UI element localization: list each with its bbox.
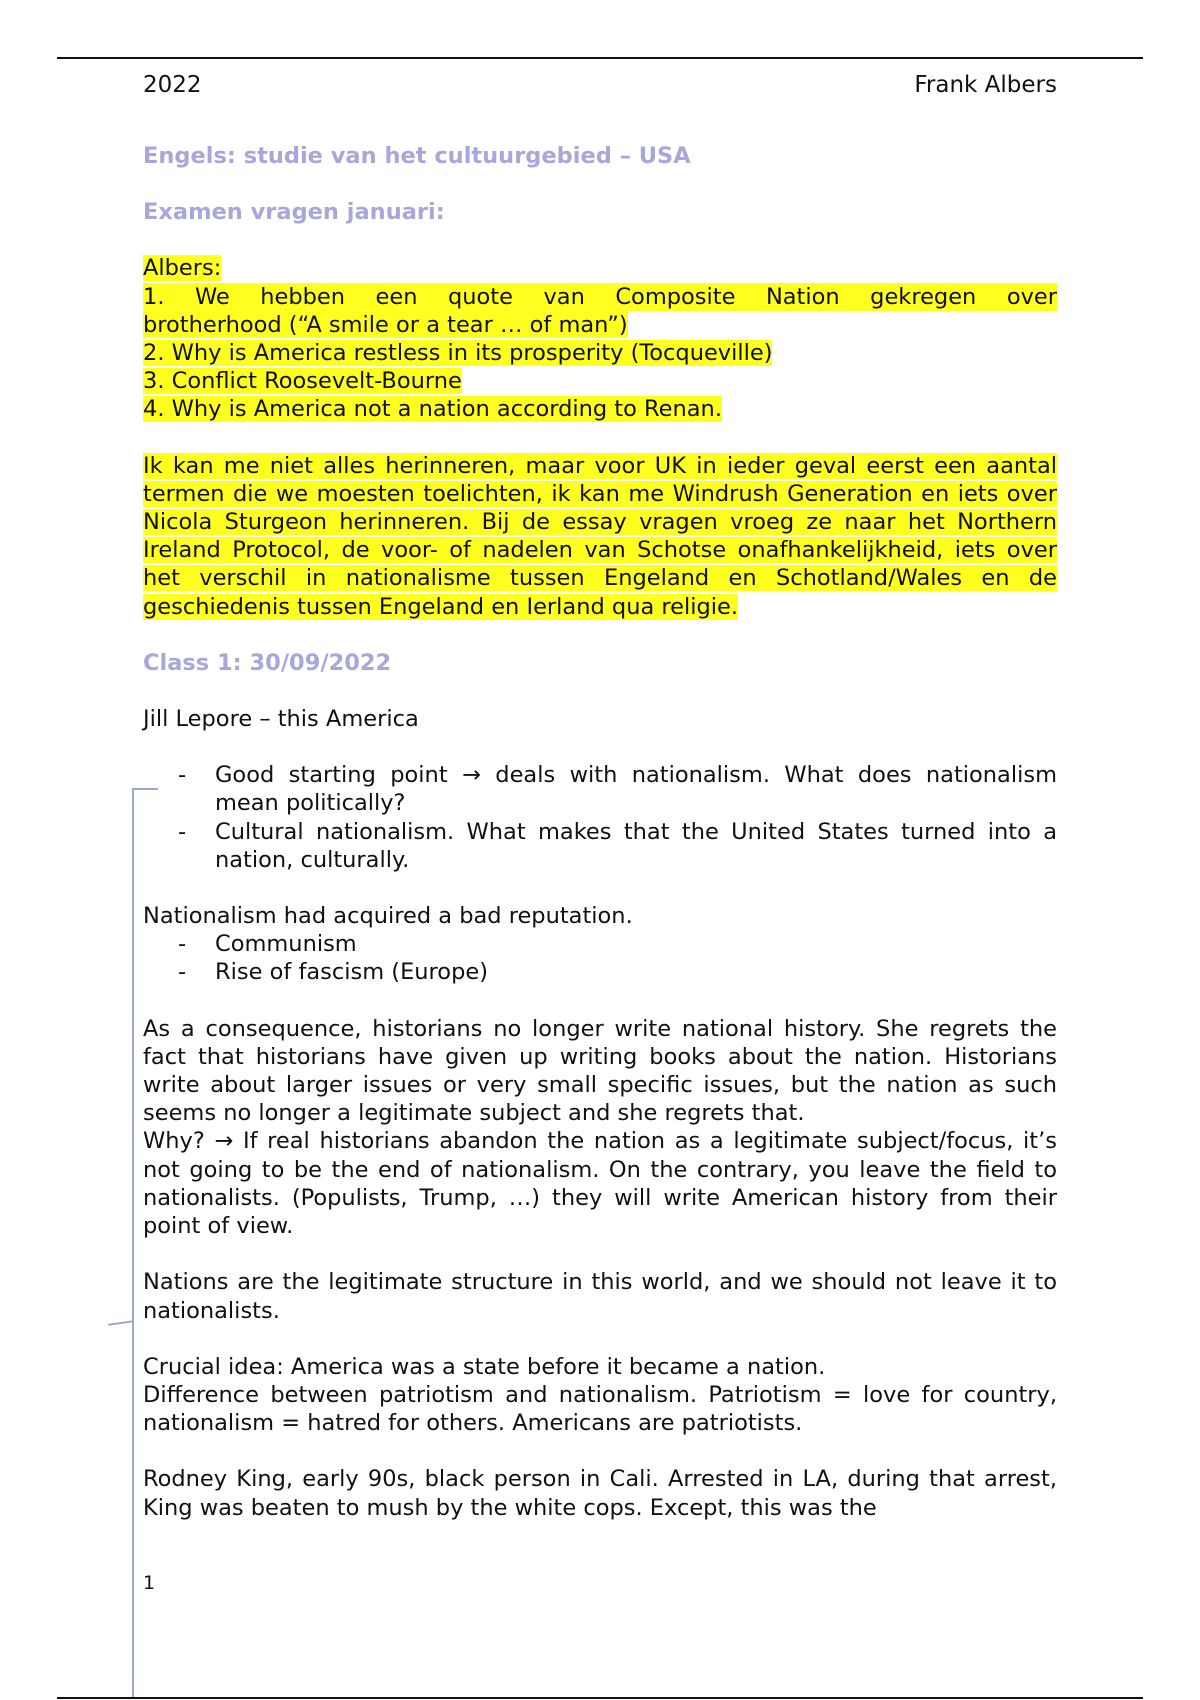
list-item: - Cultural nationalism. What makes that the United States turned into a nation, culturally. xyxy=(215,818,1057,874)
header-year: 2022 xyxy=(143,72,202,98)
why-paragraph: Why? → If real historians abandon the nation as a legitimate subject/focus, it’s not going to be the end of nationalism. On the contrary, you leave the field to nationalists. (Populists, Trump, …) they will write American history from their point of view. xyxy=(143,1128,1057,1240)
class1-source: Jill Lepore – this America xyxy=(143,706,419,733)
question-2: 2. Why is America restless in its prosperity (Tocqueville) xyxy=(143,340,773,367)
list-item: - Rise of fascism (Europe) xyxy=(215,958,1057,986)
header-author: Frank Albers xyxy=(914,72,1057,98)
comment-bracket xyxy=(132,788,134,1698)
bad-reputation-list xyxy=(143,930,1057,986)
crucial-idea: Crucial idea: America was a state before it became a nation. xyxy=(143,1353,826,1380)
bottom-rule xyxy=(57,1697,1143,1699)
document-body xyxy=(143,142,1057,1522)
page-header xyxy=(143,72,1057,98)
bad-reputation: Nationalism had acquired a bad reputation. xyxy=(143,903,633,930)
question-3: 3. Conflict Roosevelt-Bourne xyxy=(143,368,462,395)
question-1a: 1. We hebben een quote van Composite Nation gekregen over xyxy=(143,283,1057,310)
question-4: 4. Why is America not a nation according to Renan. xyxy=(143,396,722,423)
exam-heading: Examen vragen januari: xyxy=(143,199,445,226)
document-title: Engels: studie van het cultuurgebied – USA xyxy=(143,143,691,169)
albers-questions xyxy=(143,254,1057,423)
uk-note-paragraph xyxy=(143,452,1057,621)
page-number: 1 xyxy=(143,1572,156,1594)
top-rule xyxy=(57,57,1143,59)
uk-note: Ik kan me niet alles herinneren, maar voor UK in ieder geval eerst een aantal termen die we moesten toelichten, ik kan me Windrush Generation en iets over Nicola Sturgeon herinneren. Bij de essay vragen vroeg ze naar het Northern Ireland Protocol, de voor- of nadelen van Schotse onafhankelijkheid, iets over het verschil in nationalisme tussen Engeland en Schotland/Wales en de geschiedenis tussen Engeland en Ierland qua religie. xyxy=(143,452,1057,620)
class1-heading: Class 1: 30/09/2022 xyxy=(143,649,392,676)
nations-paragraph: Nations are the legitimate structure in this world, and we should not leave it to nationalists. xyxy=(143,1269,1057,1324)
consequence-paragraph: As a consequence, historians no longer write national history. She regrets the fact that historians have given up writing books about the nation. Historians write about larger issues or very small specific issues, but the nation as such seems no longer a legitimate subject and she regrets that. xyxy=(143,1015,1057,1127)
albers-label: Albers: xyxy=(143,255,222,282)
rodney-king-paragraph: Rodney King, early 90s, black person in Cali. Arrested in LA, during that arrest, King was beaten to mush by the white cops. Except, this was the xyxy=(143,1466,1057,1521)
list-item: - Good starting point → deals with nationalism. What does nationalism mean politically? xyxy=(215,761,1057,817)
class1-bullets xyxy=(143,761,1057,874)
comment-bracket-tick xyxy=(108,1320,134,1326)
difference-paragraph: Difference between patriotism and nationalism. Patriotism = love for country, nationalism = hatred for others. Americans are patriotists. xyxy=(143,1381,1057,1437)
question-1b: brotherhood (“A smile or a tear … of man”) xyxy=(143,311,628,338)
list-item: - Communism xyxy=(215,930,1057,958)
